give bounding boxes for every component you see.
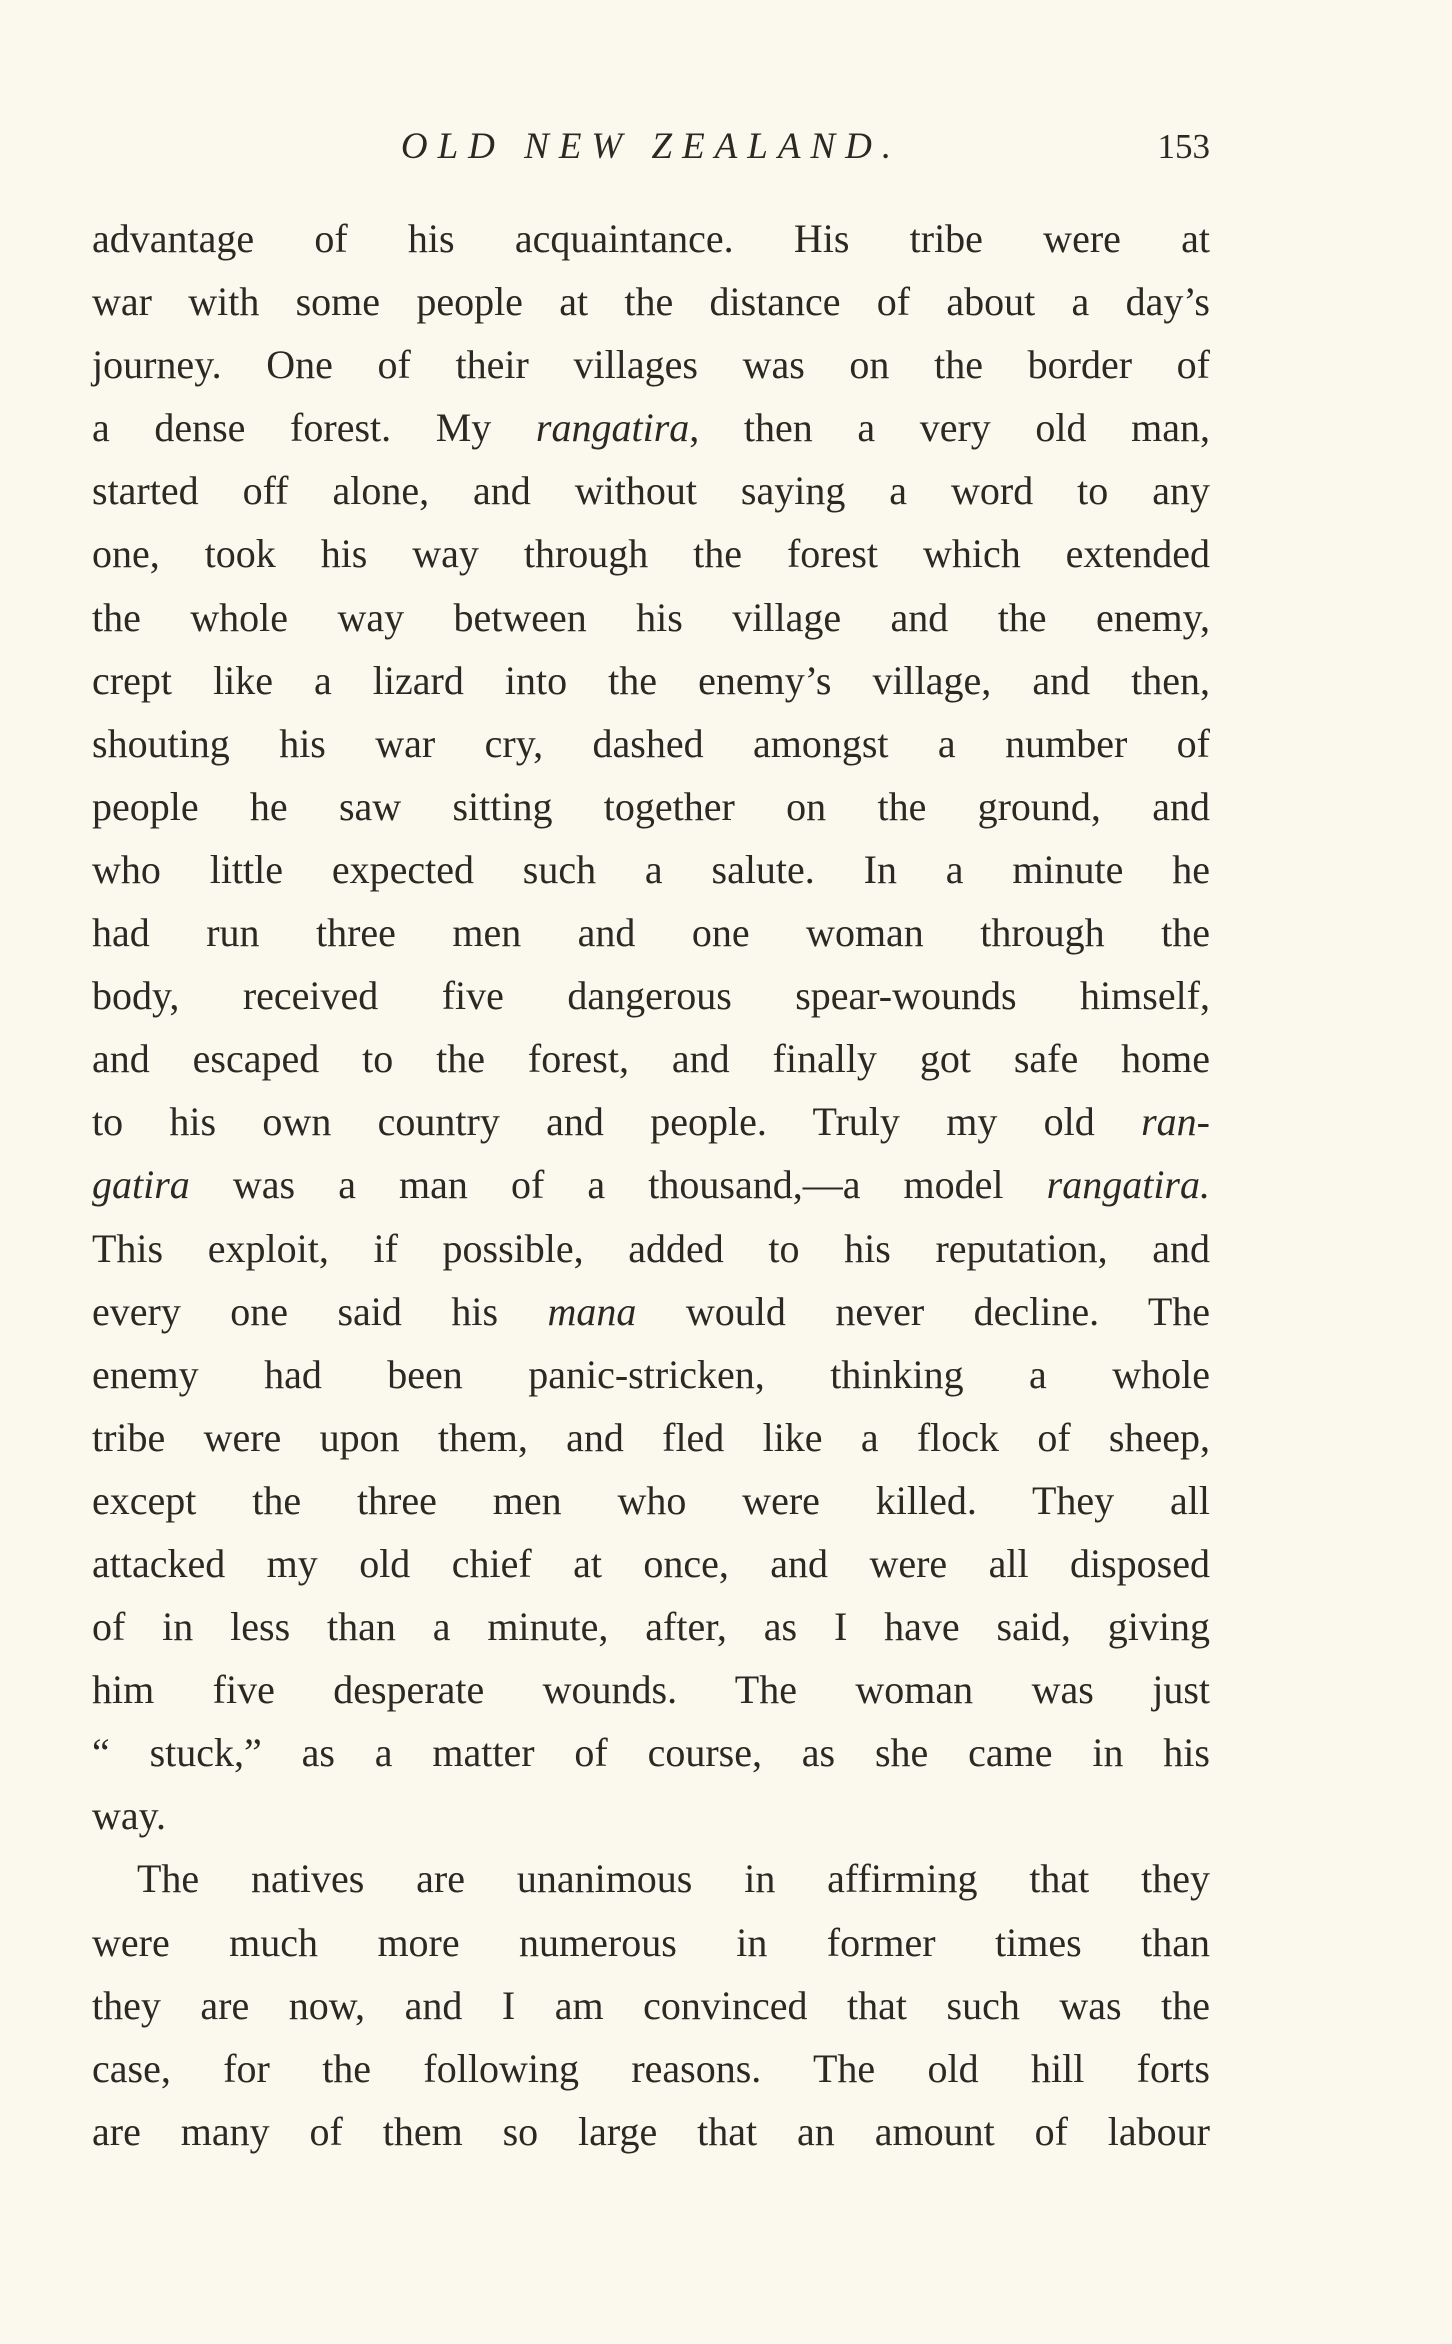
text-segment: and escaped to the forest, and finally got safe home [92,1036,1210,1082]
text-segment: people he saw sitting together on the ground, and [92,783,1210,829]
text-line [92,1974,1210,2037]
text-segment: way. [92,1793,167,1839]
text-segment: “ stuck,” as a matter of course, as she came in his [92,1730,1210,1776]
text-line [92,838,1210,901]
text-line [92,1784,1210,1847]
text-line [92,964,1210,1027]
text-segment: are many of them so large that an amount of labour [92,2108,1210,2154]
paragraph-1 [92,207,1210,1847]
text-line [92,1658,1210,1721]
running-title: OLD NEW ZEALAND. [400,126,902,167]
text-line [92,333,1210,396]
text-segment: , then a very old man, [689,405,1210,451]
text-segment: one, took his way through the forest which extended [92,531,1210,577]
body-text [92,207,1210,2163]
text-segment: body, received five dangerous spear-wounds himself, [92,973,1210,1019]
text-line [92,1847,1210,1910]
text-segment: advantage of his acquaintance. His tribe were at [92,216,1210,261]
text-segment: war with some people at the distance of about a day’s [92,279,1210,325]
text-segment: This exploit, if possible, added to his reputation, and [92,1225,1210,1271]
text-segment: every one said his [92,1288,548,1334]
text-segment: journey. One of their villages was on the border of [92,342,1210,388]
paragraph-2 [92,1847,1210,2162]
text-segment: they are now, and I am convinced that such was the [92,1982,1210,2028]
text-line [92,2100,1210,2163]
text-line [92,396,1210,459]
text-segment: except the three men who were killed. They all [92,1477,1210,1523]
text-segment: crept like a lizard into the enemy’s village, and then, [92,657,1210,703]
text-line [92,1721,1210,1784]
text-segment: him five desperate wounds. The woman was just [92,1667,1210,1713]
italic-word: gatira [92,1162,190,1208]
text-line [92,207,1210,270]
text-segment: tribe were upon them, and fled like a flock of sheep, [92,1414,1210,1460]
text-segment: started off alone, and without saying a word to any [92,468,1210,514]
text-line [92,1343,1210,1406]
text-segment: of in less than a minute, after, as I have said, giving [92,1604,1210,1650]
text-line [92,1280,1210,1343]
text-line [92,1217,1210,1280]
text-line [92,1153,1210,1216]
text-line [92,459,1210,522]
text-segment: case, for the following reasons. The old hill forts [92,2045,1210,2091]
text-line [92,1532,1210,1595]
text-segment: The natives are unanimous in affirming that they [137,1856,1210,1902]
text-line [92,522,1210,585]
running-head [92,122,1210,172]
text-segment: shouting his war cry, dashed amongst a number of [92,720,1210,766]
text-segment: who little expected such a salute. In a minute he [92,846,1210,892]
text-line [92,1469,1210,1532]
italic-word: ran- [1141,1099,1210,1145]
text-line [92,1406,1210,1469]
text-segment: attacked my old chief at once, and were all disposed [92,1540,1210,1586]
italic-word: rangatira [535,405,690,451]
text-segment: had run three men and one woman through the [92,910,1210,956]
italic-word: rangatira. [1046,1162,1210,1208]
text-line [92,270,1210,333]
text-segment: would never decline. The [636,1288,1210,1334]
text-line [92,2037,1210,2100]
text-segment: the whole way between his village and the enemy, [92,594,1210,640]
text-line [92,649,1210,712]
text-line [92,901,1210,964]
text-segment: enemy had been panic-stricken, thinking a whole [92,1351,1210,1397]
page-number: 153 [1157,127,1210,166]
italic-word: mana [547,1288,637,1334]
text-line [92,1911,1210,1974]
text-line [92,1090,1210,1153]
text-segment: was a man of a thousand,—a model [189,1162,1047,1208]
text-segment: a dense forest. My [92,405,536,451]
text-line [92,586,1210,649]
text-segment: were much more numerous in former times than [92,1919,1210,1965]
text-segment: to his own country and people. Truly my old [92,1099,1142,1145]
text-line [92,712,1210,775]
text-line [92,1595,1210,1658]
text-line [92,1027,1210,1090]
text-line [92,775,1210,838]
